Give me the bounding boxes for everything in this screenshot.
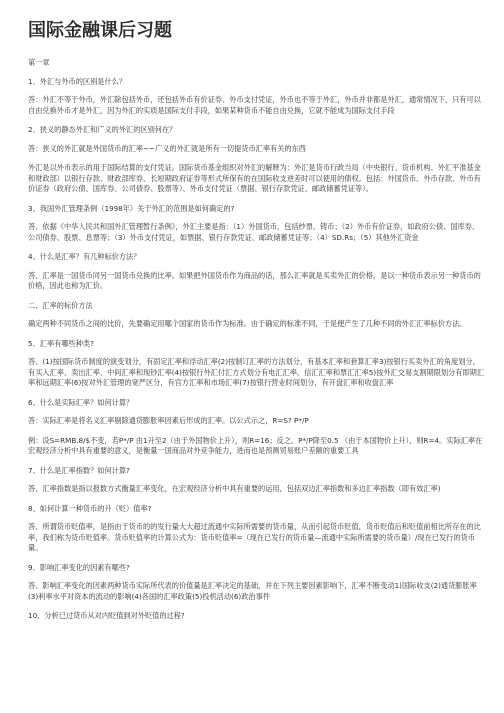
section-heading: 二、汇率的标价方法 <box>28 300 93 310</box>
question-text: 8、如何计算一种货币的升（贬）值率? <box>28 503 152 513</box>
question-text: 10、分析已过货币从对内贬值到对外贬值的过程? <box>28 611 185 620</box>
question-text: 2、狭义的静态外汇和广义的外汇的区别何在？ <box>28 125 177 134</box>
answer-paragraph: 确定两种不同货币之间的比价，先要确定用哪个国家的货币作为标准。由于确定的标准不同，于是便产生了几种不同的外汇汇率标价方法。 <box>28 319 467 328</box>
answer-paragraph: 答：外汇不等于外币，外汇除包括外币，还包括外币有价证券、外币支付凭证，外币也不等于外汇，外币并非都是外汇，通常情况下，只有可以自由兑换外币才是外汇，因为外汇的实质是国际支付手段，如果某种货币不能自由兑换，它就不能成为国际支付手段 <box>28 95 481 115</box>
answer-paragraph: 答：狭义的外汇就是外国货币的汇率~~广义的外汇就是所有一切提货币汇率有关的东西 <box>28 143 306 153</box>
answer-paragraph: 答、(1)按国际货币制度的演变划分，有固定汇率和浮动汇率(2)按制订汇率的方法划分，有基本汇率和套算汇率3)按银行买卖外汇的角度划分，有买入汇率、卖出汇率、中间汇率和现钞汇率(4)按银行外汇付汇方式划分有电汇汇率、信汇汇率和票汇汇率5)按外汇交易支割期限划分有即期汇率和远期汇率(6)按对外汇管理的宽严区分，有官方汇率和市场汇率(7)按银行营业时间划分，有开盘汇率和收盘汇率 <box>28 357 485 387</box>
answer-paragraph: 答、汇率是一国货币同另一国货币兑换的比率。如果把外国货币作为商品的话，那么汇率就是买卖外汇的价格，是以一种货币表示另一种货币的价格，因此也称为汇价。 <box>28 270 481 290</box>
question-text: 3、我国外汇管理条例（1998年）关于外汇的范围是如何确定的? <box>28 203 235 213</box>
answer-paragraph: 答、影响汇率变化的因素两种货币实际所代表的价值量是汇率决定的基础，并在下列主要因素影响下，汇率不断变动1)国际收支(2)通货膨胀率(3)利率水平对资本的流动的影响(4)各国的汇率政策(5)投机活动(6)政治事件 <box>28 581 477 601</box>
answer-paragraph: 外汇是以外币表示的用于国际结算的支付凭证。国际货币基金组织对外汇的解释为：外汇是货币行政当局（中央银行、货币机构、外汇平准基金和财政部）以银行存款、财政部库券、长短期政府证券等形式所保有的在国际收支逆差时可以使用的债权。包括：外国货币、外币存款、外币有价证券（政府公债、国库券、公司债券、股票等）、外币支付凭证（票据、银行存款凭证、邮政储蓄凭证等）。 <box>28 163 481 193</box>
answer-paragraph: 答、汇率指数是指以报数方式衡量汇率变化，在宏观经济分析中具有重要的运用，包括双边汇率指数和多边汇率指数（即有效汇率) <box>28 484 441 493</box>
question-text: 5、汇率有哪些种类? <box>28 338 94 348</box>
question-text: 1、外汇与外币的区别是什么？ <box>28 76 127 86</box>
answer-paragraph: 答、所谓货币贬值率，是指由于货币的的发行量大大超过流通中实际所需要的货币量，从而引起货币贬值，货币贬值后和贬值前相比所存在的比率，我们称为货币贬值率。货币贬值率的计算公式为：货币贬值率=（现在已发行的货币量—流通中实际所需要的货币量）/现在已发行的货币量。 <box>28 522 481 552</box>
question-text: 6、什么是实际汇率？如何计算？ <box>28 397 134 407</box>
document-body <box>28 58 484 622</box>
section-heading: 第一章 <box>28 58 50 67</box>
answer-paragraph: 答：实际汇率是将名义汇率剔除通货膨胀率因素后形成的汇率。以公式示之，R=S? P*/P <box>28 416 309 425</box>
answer-paragraph: 答、依据《中华人民共和国外汇管理暂行条例》，外汇主要是指：（1）外国货币，包括纱票、铸币；（2）外币有价证券，如政府公债、国库券、公司债券、股票、息票等；（3）外币支付凭证，如票据、银行存款凭证、邮政储蓄凭证等；（4）SD.Rs；（5）其他外汇资金 <box>28 222 480 242</box>
question-text: 7、什么是汇率指数？如何计算? <box>28 465 130 475</box>
document-title: 国际金融课后习题 <box>28 20 172 41</box>
question-text: 4、什么是汇率？有几种标价方法？ <box>28 252 141 261</box>
question-text: 9、影响汇率变化的因素有哪些? <box>28 562 130 572</box>
answer-paragraph: 例：设S=RMB.8/$不变，若P*/P 由1升至2（由于外国物价上升），则R=16；反之，P*/P降至0.5 （由于本国物价上升），则R=4。实际汇率在宏观经济分析中具有重要的意义，是衡量一国商品对外竞争能力，进而也是预测贸易账户差额的重要工具 <box>28 435 483 455</box>
